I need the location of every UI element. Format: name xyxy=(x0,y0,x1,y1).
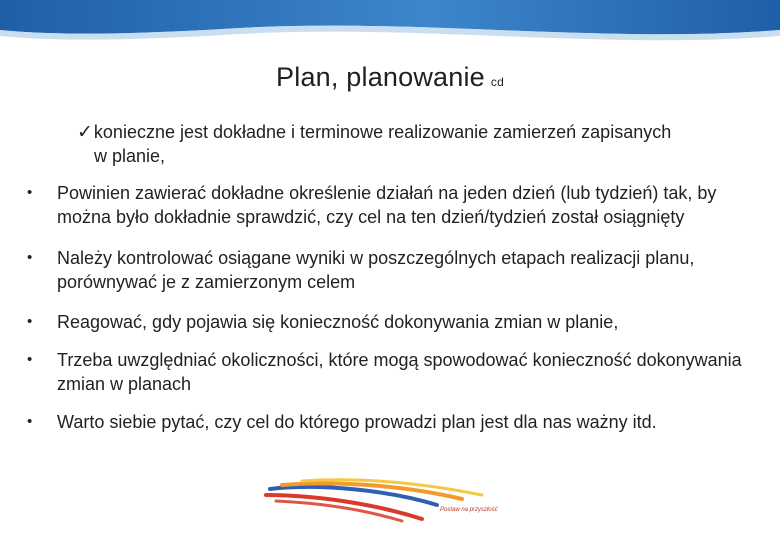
title-suffix: cd xyxy=(490,75,504,89)
check-list-item xyxy=(77,120,757,168)
bullet-list xyxy=(26,181,746,454)
bullet-text: Warto siebie pytać, czy cel do którego prowadzi plan jest dla nas ważny itd. xyxy=(57,412,657,432)
bullet-dot-icon: • xyxy=(27,413,33,430)
bullet-text: Należy kontrolować osiągane wyniki w poszczególnych etapach realizacji planu, porównywać je z zamierzonym celem xyxy=(57,248,695,292)
bullet-dot-icon: • xyxy=(27,313,33,330)
footer-logo-icon xyxy=(262,475,562,525)
bullet-text: Powinien zawierać dokładne określenie działań na jeden dzień (lub tydzień) tak, by można było dokładnie sprawdzić, czy cel na ten dzień/tydzień został osiągnięty xyxy=(57,183,717,227)
bullet-text: Trzeba uwzględniać okoliczności, które mogą spowodować konieczność dokonywania zmian w planach xyxy=(57,350,742,394)
bullet-dot-icon: • xyxy=(27,249,33,266)
bullet-dot-icon: • xyxy=(27,184,33,201)
slide-title xyxy=(0,62,780,93)
bullet-item xyxy=(26,246,746,294)
bullet-text: Reagować, gdy pojawia się konieczność dokonywania zmian w planie, xyxy=(57,312,619,332)
check-item-line2: w planie, xyxy=(94,146,166,166)
bullet-item xyxy=(26,348,746,396)
bullet-item xyxy=(26,410,746,434)
bullet-item xyxy=(26,181,746,229)
title-text: Plan, planowanie xyxy=(276,62,485,92)
check-icon: ✓ xyxy=(77,121,93,143)
footer-logo-text: Postaw na przyszłość xyxy=(440,507,498,513)
check-item-line1: konieczne jest dokładne i terminowe realizowanie zamierzeń zapisanych xyxy=(93,122,672,142)
bullet-item xyxy=(26,310,746,334)
header-wave-band xyxy=(0,0,780,50)
bullet-dot-icon: • xyxy=(27,351,33,368)
